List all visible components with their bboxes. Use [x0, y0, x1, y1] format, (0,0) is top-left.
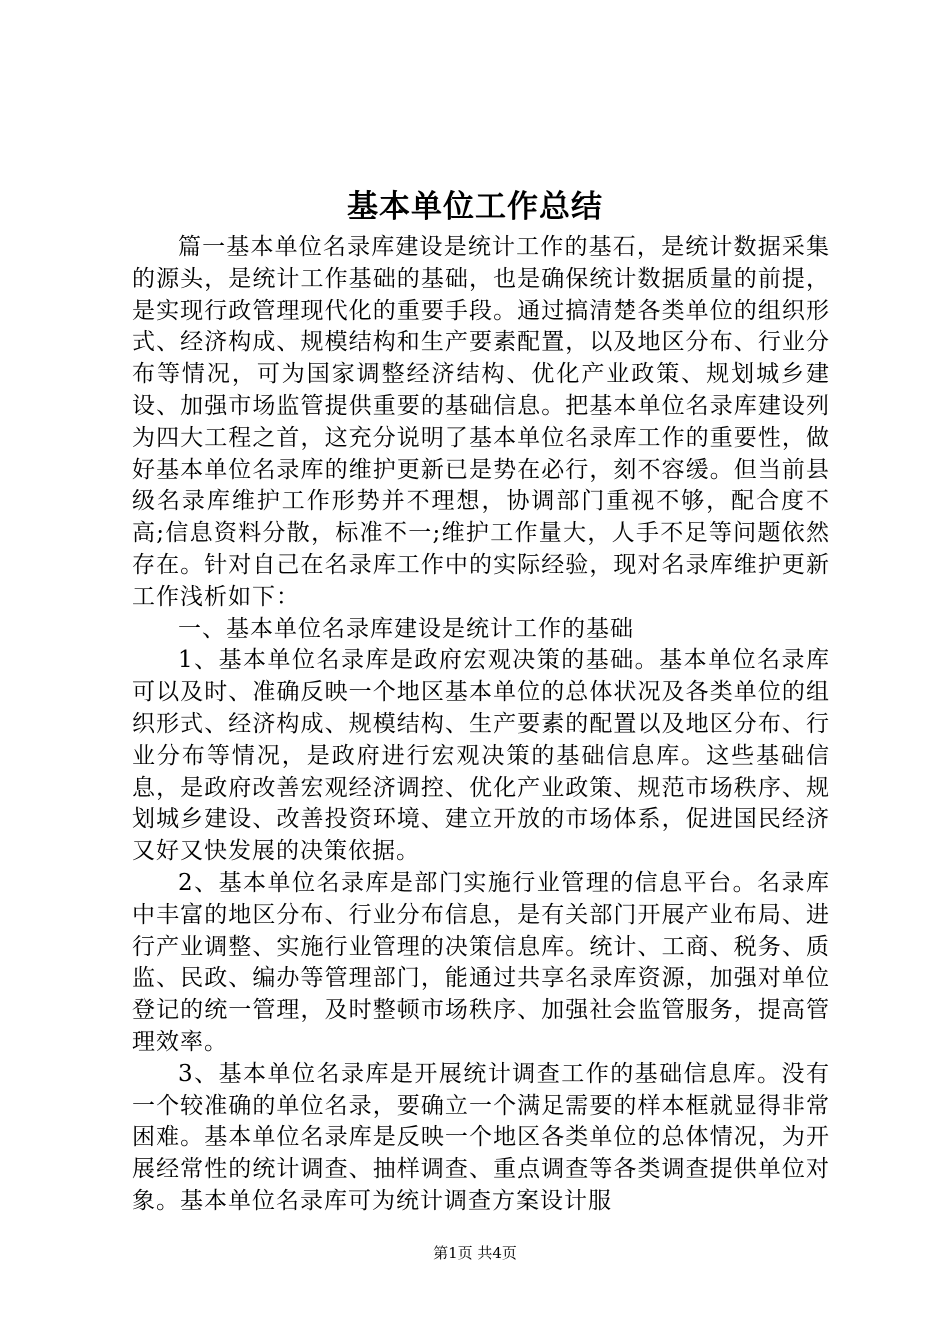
- paragraph-point-1: 1、基本单位名录库是政府宏观决策的基础。基本单位名录库可以及时、准确反映一个地区基本单位的总体状况及各类单位的组织形式、经济构成、规模结构、生产要素的配置以及地区分布、行业分布等情况，是政府进行宏观决策的基础信息库。这些基础信息，是政府改善宏观经济调控、优化产业政策、规范市场秩序、规划城乡建设、改善投资环境、建立开放的市场体系，促进国民经济又好又快发展的决策依据。: [132, 647, 830, 865]
- document-title: 基本单位工作总结: [347, 189, 603, 225]
- section-heading-1: 一、基本单位名录库建设是统计工作的基础: [178, 615, 634, 642]
- paragraph-point-3: 3、基本单位名录库是开展统计调查工作的基础信息库。没有一个较准确的单位名录，要确立一个满足需要的样本框就显得非常困难。基本单位名录库是反映一个地区各类单位的总体情况，为开展经常性的统计调查、抽样调查、重点调查等各类调查提供单位对象。基本单位名录库可为统计调查方案设计服: [132, 1060, 830, 1214]
- paragraph-point-2: 2、基本单位名录库是部门实施行业管理的信息平台。名录库中丰富的地区分布、行业分布信息，是有关部门开展产业布局、进行产业调整、实施行业管理的决策信息库。统计、工商、税务、质监、民政、编办等管理部门，能通过共享名录库资源，加强对单位登记的统一管理，及时整顿市场秩序、加强社会监管服务，提高管理效率。: [132, 869, 830, 1055]
- document-body: [132, 232, 830, 1218]
- paragraph-intro: 篇一基本单位名录库建设是统计工作的基石，是统计数据采集的源头，是统计工作基础的基础，也是确保统计数据质量的前提，是实现行政管理现代化的重要手段。通过搞清楚各类单位的组织形式、经济构成、规模结构和生产要素配置，以及地区分布、行业分布等情况，可为国家调整经济结构、优化产业政策、规划城乡建设、加强市场监管提供重要的基础信息。把基本单位名录库建设列为四大工程之首，这充分说明了基本单位名录库工作的重要性，做好基本单位名录库的维护更新已是势在必行，刻不容缓。但当前县级名录库维护工作形势并不理想，协调部门重视不够，配合度不高;信息资料分散，标准不一;维护工作量大，人手不足等问题依然存在。针对自己在名录库工作中的实际经验，现对名录库维护更新工作浅析如下：: [132, 234, 830, 610]
- page-number-footer: 第1页 共4页: [433, 1244, 517, 1262]
